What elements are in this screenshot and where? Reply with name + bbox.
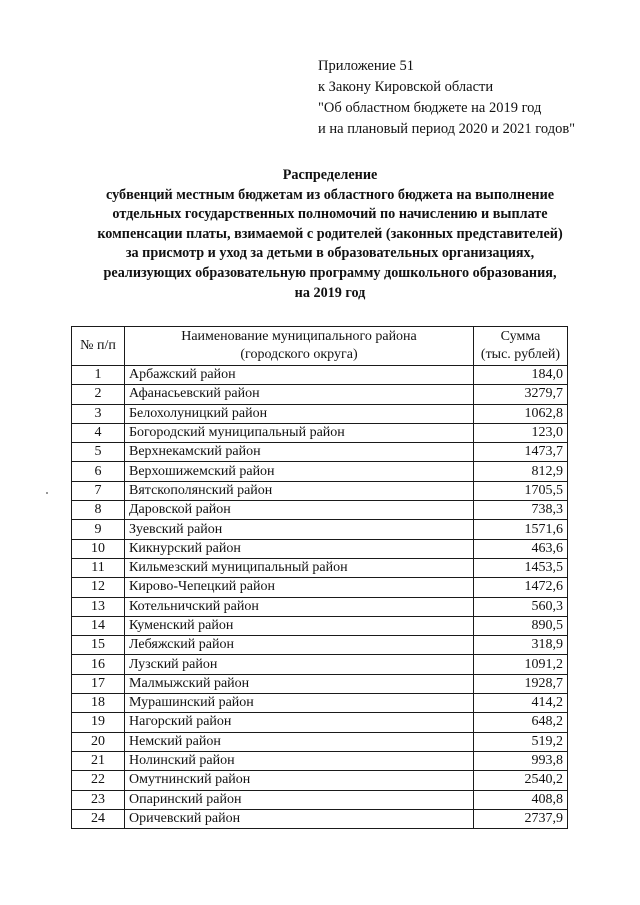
table-row	[72, 481, 568, 500]
row-name-cell: Кильмезский муниципальный район	[125, 558, 474, 577]
row-sum-cell: 2737,9	[474, 809, 568, 828]
title-line: реализующих образовательную программу дошкольного образования,	[103, 264, 557, 281]
row-num-cell: 5	[72, 443, 125, 462]
row-num-cell: 12	[72, 578, 125, 597]
row-name-cell: Нолинский район	[125, 751, 474, 770]
row-num-cell: 13	[72, 597, 125, 616]
row-name-cell: Котельничский район	[125, 597, 474, 616]
row-num-cell: 3	[72, 404, 125, 423]
row-num-cell: 21	[72, 751, 125, 770]
row-num-cell: 14	[72, 616, 125, 635]
row-name-cell: Кикнурский район	[125, 539, 474, 558]
header-sum-line2: (тыс. рублей)	[480, 347, 561, 362]
row-name-cell: Малмыжский район	[125, 674, 474, 693]
table-row	[72, 616, 568, 635]
table-row	[72, 636, 568, 655]
row-name-cell: Куменский район	[125, 616, 474, 635]
scan-speck	[46, 492, 48, 494]
row-num-cell: 2	[72, 385, 125, 404]
row-sum-cell: 1473,7	[474, 443, 568, 462]
header-name-line2: (городского округа)	[240, 347, 358, 362]
row-sum-cell: 3279,7	[474, 385, 568, 404]
row-sum-cell: 812,9	[474, 462, 568, 481]
table-row	[72, 655, 568, 674]
row-name-cell: Мурашинский район	[125, 694, 474, 713]
row-num-cell: 1	[72, 366, 125, 385]
row-sum-cell: 414,2	[474, 694, 568, 713]
row-num-cell: 19	[72, 713, 125, 732]
row-num-cell: 18	[72, 694, 125, 713]
title-line: за присмотр и уход за детьми в образовательных организациях,	[125, 245, 535, 262]
row-name-cell: Лебяжский район	[125, 636, 474, 655]
row-name-cell: Вятскополянский район	[125, 481, 474, 500]
row-name-cell: Афанасьевский район	[125, 385, 474, 404]
table-row	[72, 404, 568, 423]
row-name-cell: Верхнекамский район	[125, 443, 474, 462]
table-row	[72, 694, 568, 713]
table-row	[72, 732, 568, 751]
row-num-cell: 9	[72, 520, 125, 539]
appendix-line: "Об областном бюджете на 2019 год	[318, 100, 542, 116]
row-num-cell: 7	[72, 481, 125, 500]
row-sum-cell: 890,5	[474, 616, 568, 635]
row-name-cell: Арбажский район	[125, 366, 474, 385]
table-row	[72, 385, 568, 404]
row-name-cell: Опаринский район	[125, 790, 474, 809]
row-name-cell: Омутнинский район	[125, 771, 474, 790]
row-name-cell: Белохолуницкий район	[125, 404, 474, 423]
header-num: № п/п	[72, 327, 125, 366]
table-row	[72, 462, 568, 481]
row-sum-cell: 408,8	[474, 790, 568, 809]
row-sum-cell: 463,6	[474, 539, 568, 558]
appendix-line: Приложение 51	[318, 58, 414, 74]
row-num-cell: 15	[72, 636, 125, 655]
table-row	[72, 578, 568, 597]
table-row	[72, 520, 568, 539]
row-name-cell: Оричевский район	[125, 809, 474, 828]
table-row	[72, 366, 568, 385]
table-row	[72, 539, 568, 558]
row-num-cell: 20	[72, 732, 125, 751]
row-name-cell: Верхошижемский район	[125, 462, 474, 481]
title-line: Распределение	[282, 167, 378, 183]
row-num-cell: 24	[72, 809, 125, 828]
row-num-cell: 8	[72, 501, 125, 520]
table-body	[72, 366, 568, 829]
row-sum-cell: 1472,6	[474, 578, 568, 597]
row-num-cell: 17	[72, 674, 125, 693]
row-sum-cell: 1453,5	[474, 558, 568, 577]
row-num-cell: 23	[72, 790, 125, 809]
table-row	[72, 751, 568, 770]
row-sum-cell: 648,2	[474, 713, 568, 732]
row-sum-cell: 738,3	[474, 501, 568, 520]
header-name-line1: Наименование муниципального района	[181, 329, 417, 344]
title-line: компенсации платы, взимаемой с родителей (законных представителей)	[97, 225, 563, 242]
row-sum-cell: 2540,2	[474, 771, 568, 790]
table-row	[72, 674, 568, 693]
header-sum-line1: Сумма	[500, 329, 541, 344]
title-line: отдельных государственных полномочий по начислению и выплате	[112, 206, 548, 223]
row-num-cell: 6	[72, 462, 125, 481]
row-name-cell: Зуевский район	[125, 520, 474, 539]
row-sum-cell: 993,8	[474, 751, 568, 770]
row-num-cell: 22	[72, 771, 125, 790]
table-row	[72, 809, 568, 828]
row-name-cell: Нагорский район	[125, 713, 474, 732]
table-row	[72, 443, 568, 462]
table-row	[72, 790, 568, 809]
row-sum-cell: 318,9	[474, 636, 568, 655]
table-header-row	[72, 327, 568, 366]
appendix-line: и на плановый период 2020 и 2021 годов"	[318, 121, 576, 137]
row-sum-cell: 1062,8	[474, 404, 568, 423]
table-row	[72, 501, 568, 520]
header-name	[125, 327, 474, 366]
row-sum-cell: 123,0	[474, 423, 568, 442]
row-name-cell: Богородский муниципальный район	[125, 423, 474, 442]
row-name-cell: Немский район	[125, 732, 474, 751]
table-row	[72, 713, 568, 732]
header-sum	[474, 327, 568, 366]
row-num-cell: 11	[72, 558, 125, 577]
row-name-cell: Даровской район	[125, 501, 474, 520]
table-row	[72, 771, 568, 790]
appendix-line: к Закону Кировской области	[318, 79, 494, 95]
document-title	[60, 166, 600, 303]
row-sum-cell: 1705,5	[474, 481, 568, 500]
row-sum-cell: 560,3	[474, 597, 568, 616]
row-num-cell: 4	[72, 423, 125, 442]
table-row	[72, 597, 568, 616]
table-row	[72, 558, 568, 577]
row-sum-cell: 519,2	[474, 732, 568, 751]
table-row	[72, 423, 568, 442]
row-sum-cell: 184,0	[474, 366, 568, 385]
row-num-cell: 16	[72, 655, 125, 674]
subsidy-table	[71, 326, 568, 829]
row-sum-cell: 1091,2	[474, 655, 568, 674]
appendix-header	[318, 56, 575, 140]
title-line: субвенций местным бюджетам из областного бюджета на выполнение	[105, 186, 555, 203]
title-line: на 2019 год	[294, 284, 366, 301]
row-sum-cell: 1571,6	[474, 520, 568, 539]
row-num-cell: 10	[72, 539, 125, 558]
row-name-cell: Кирово-Чепецкий район	[125, 578, 474, 597]
row-sum-cell: 1928,7	[474, 674, 568, 693]
row-name-cell: Лузский район	[125, 655, 474, 674]
